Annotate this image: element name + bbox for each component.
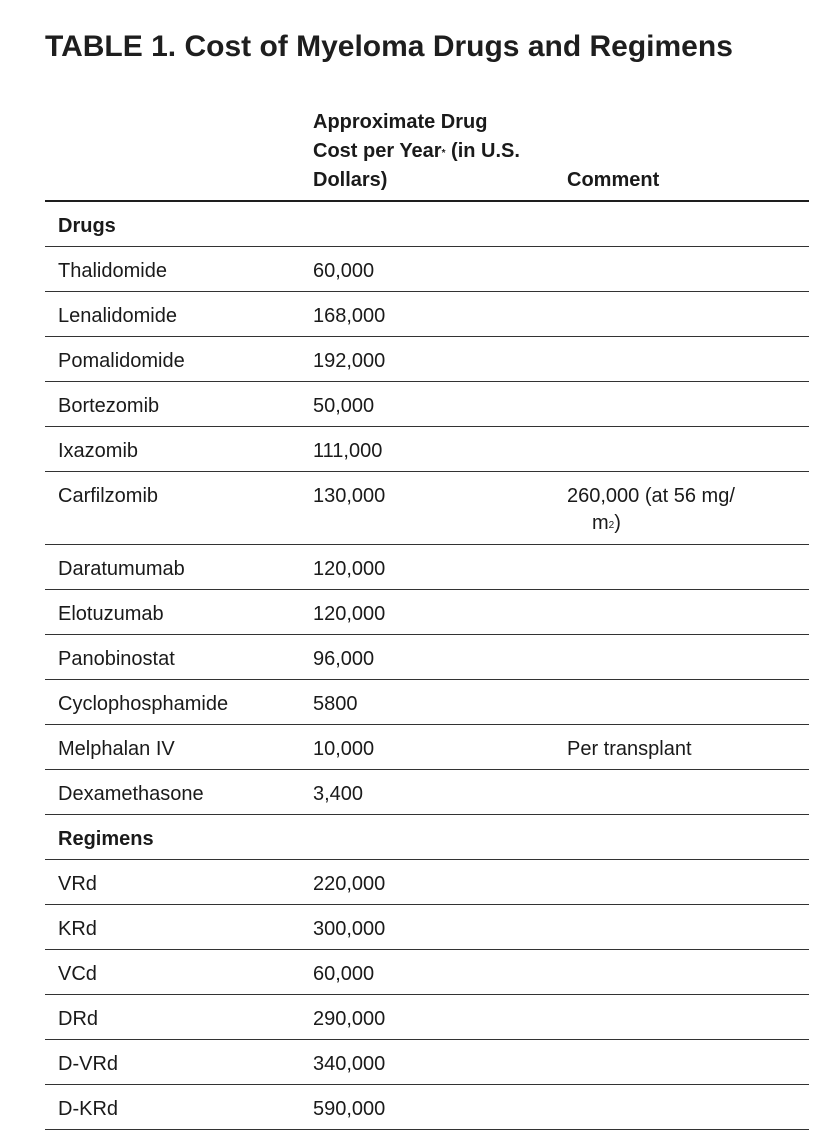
table-row <box>45 860 809 905</box>
header-cost-line3: Dollars) <box>313 169 388 191</box>
drug-name: Daratumumab <box>58 558 185 580</box>
table-row <box>45 995 809 1040</box>
regimen-name: D-VRd <box>58 1053 119 1075</box>
drug-name: Dexamethasone <box>58 783 204 805</box>
table-row <box>45 247 809 292</box>
drug-cost: 192,000 <box>313 350 386 372</box>
table-row <box>45 427 809 472</box>
drug-comment-line2 <box>567 510 787 537</box>
regimen-name: KRd <box>58 918 97 940</box>
regimen-cost: 220,000 <box>313 873 386 895</box>
table-row <box>45 337 809 382</box>
table-row <box>45 1085 809 1130</box>
table-row <box>45 905 809 950</box>
drug-name: Elotuzumab <box>58 603 164 625</box>
regimen-name: DRd <box>58 1008 99 1030</box>
header-cost-line2a: Cost per Year <box>313 140 442 162</box>
table-row <box>45 590 809 635</box>
drug-cost: 10,000 <box>313 738 375 760</box>
header-cost-line2b: (in U.S. <box>445 140 520 162</box>
regimen-name: VRd <box>58 873 97 895</box>
drug-cost: 50,000 <box>313 395 375 417</box>
drug-cost: 111,000 <box>313 440 383 462</box>
drug-name: Melphalan IV <box>58 738 175 760</box>
table-row <box>45 725 809 770</box>
drug-name: Lenalidomide <box>58 305 177 327</box>
drug-name: Pomalidomide <box>58 350 185 372</box>
table-row <box>45 635 809 680</box>
table-row <box>45 680 809 725</box>
table-row <box>45 545 809 590</box>
header-cost <box>313 108 563 195</box>
table-row <box>45 770 809 815</box>
section-row-regimens <box>45 815 809 860</box>
header-comment: Comment <box>567 169 660 191</box>
regimen-cost: 60,000 <box>313 963 375 985</box>
drug-cost: 130,000 <box>313 485 386 507</box>
drug-comment: Per transplant <box>567 738 692 760</box>
drug-comment-line1: 260,000 (at 56 mg/ <box>567 485 735 507</box>
regimen-cost: 290,000 <box>313 1008 386 1030</box>
regimen-cost: 340,000 <box>313 1053 386 1075</box>
drug-comment <box>567 483 787 537</box>
comment-unit: m <box>592 512 609 534</box>
header-cost-footnote-mark: * <box>441 148 446 159</box>
drug-name: Cyclophosphamide <box>58 693 229 715</box>
table-row <box>45 472 809 545</box>
drug-cost: 120,000 <box>313 603 386 625</box>
cost-table <box>45 108 809 1130</box>
regimen-cost: 590,000 <box>313 1098 386 1120</box>
drug-name: Carfilzomib <box>58 485 159 507</box>
regimen-cost: 300,000 <box>313 918 386 940</box>
comment-close-paren: ) <box>614 512 621 534</box>
table-row <box>45 950 809 995</box>
section-label: Regimens <box>58 828 154 850</box>
drug-cost: 168,000 <box>313 305 386 327</box>
drug-cost: 5800 <box>313 693 358 715</box>
table-row <box>45 382 809 427</box>
drug-name: Bortezomib <box>58 395 160 417</box>
comment-unit-exponent: 2 <box>608 520 615 531</box>
drug-name: Ixazomib <box>58 440 139 462</box>
section-row-drugs <box>45 202 809 247</box>
regimen-name: D-KRd <box>58 1098 119 1120</box>
drug-name: Panobinostat <box>58 648 175 670</box>
drug-cost: 60,000 <box>313 260 375 282</box>
drug-cost: 96,000 <box>313 648 375 670</box>
drug-cost: 120,000 <box>313 558 386 580</box>
section-label: Drugs <box>58 215 116 237</box>
header-cost-line1: Approximate Drug <box>313 111 488 133</box>
regimen-name: VCd <box>58 963 97 985</box>
drug-cost: 3,400 <box>313 783 364 805</box>
table-header <box>45 108 809 202</box>
table-title: TABLE 1. Cost of Myeloma Drugs and Regimens <box>45 30 733 63</box>
table-row <box>45 292 809 337</box>
drug-name: Thalidomide <box>58 260 167 282</box>
table-row <box>45 1040 809 1085</box>
